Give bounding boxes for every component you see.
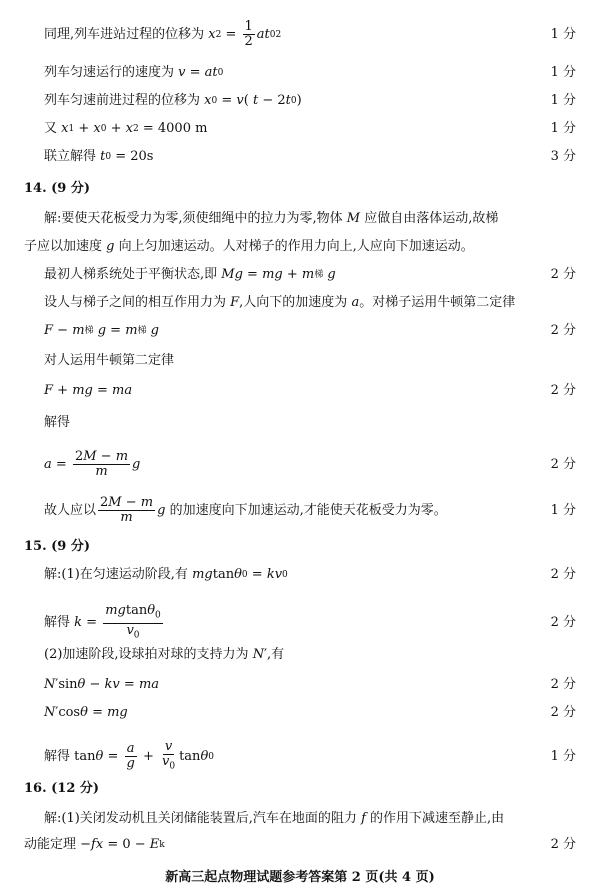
answer-line (44, 740, 576, 774)
line-points: 1 分 (550, 748, 576, 764)
line-text: 14. (9 分) (24, 181, 91, 196)
question-heading (24, 538, 576, 556)
line-points: 2 分 (550, 677, 576, 692)
line-points: 1 分 (550, 93, 576, 108)
line-text: 最初人梯系统处于平衡状态,即 Mg = mg + m 梯 g (44, 267, 336, 282)
line-text: F − m 梯 g = m 梯 g (44, 323, 159, 338)
answer-line (44, 266, 576, 284)
line-points: 1 分 (550, 26, 576, 42)
answer-line (44, 120, 576, 138)
line-points: 2 分 (550, 267, 576, 282)
answer-line (44, 646, 576, 664)
line-text: F + mg = ma (44, 383, 133, 398)
line-points: 2 分 (550, 383, 576, 398)
line-text: 解得 (44, 415, 71, 430)
line-points: 2 分 (550, 456, 576, 472)
answer-line (44, 704, 576, 722)
line-text: 16. (12 分) (24, 781, 100, 796)
line-text: 设人与梯子之间的相互作用力为 F ,人向下的加速度为 a 。对梯子运用牛顿第二定律 (44, 295, 516, 310)
answer-line (24, 238, 576, 256)
line-text: 又 x 1 + x 0 + x 2 = 4000 m (44, 121, 208, 136)
answer-line (44, 148, 576, 166)
line-text: 故人应以 $\frac{2M - m}{m}$ g 的加速度向下加速运动,才能使天花板受力为零。 (44, 495, 447, 525)
line-text: 同理,列车进站过程的位移为 x 2 = $\frac{1}{2}$ at 0 2 (44, 19, 282, 49)
line-text: 列车匀速运行的速度为 v = at 0 (44, 65, 224, 80)
question-heading (24, 780, 576, 798)
page-footer: 新高三起点物理试题参考答案第 2 页(共 4 页) (165, 870, 435, 885)
answer-line (44, 210, 576, 228)
line-text: 15. (9 分) (24, 539, 91, 554)
line-points: 3 分 (550, 149, 576, 164)
answer-line (44, 450, 576, 479)
line-points: 2 分 (550, 567, 576, 582)
line-text: 解:(1)在匀速运动阶段,有 mg tan θ 0 = kv 0 (44, 567, 288, 582)
answer-line (44, 496, 576, 525)
answer-line (44, 92, 576, 110)
line-text: 解得 tan θ = $\frac{a}{g}$ + $\frac{v}{v_0}$ tan θ 0 (44, 739, 214, 772)
answer-line (44, 20, 576, 49)
line-text: N ′sin θ − kv = ma (44, 677, 160, 692)
line-text: 对人运用牛顿第二定律 (44, 353, 175, 368)
line-points: 1 分 (550, 65, 576, 80)
question-heading (24, 180, 576, 198)
line-text: 解:(1)关闭发动机且关闭储能装置后,汽车在地面的阻力 f 的作用下减速至静止,由 (44, 811, 505, 826)
answer-line (44, 676, 576, 694)
answer-line (44, 604, 576, 642)
answer-line (44, 294, 576, 312)
line-points: 2 分 (550, 705, 576, 720)
line-text: 解:要使天花板受力为零,须使细绳中的拉力为零,物体 M 应做自由落体运动,故梯 (44, 211, 499, 226)
line-text: 联立解得 t 0 = 20s (44, 149, 154, 164)
answer-line (44, 352, 576, 370)
answer-line (44, 322, 576, 340)
line-text: N ′cos θ = mg (44, 705, 128, 720)
line-points: 1 分 (550, 121, 576, 136)
answer-line (24, 836, 576, 854)
answer-line (44, 566, 576, 584)
line-text: 解得 k = $\frac{mgtan\theta_0}{v_0}$ (44, 603, 161, 641)
line-text: 子应以加速度 g 向上匀加速运动。人对梯子的作用力向上,人应向下加速运动。 (24, 239, 474, 254)
answer-line (44, 382, 576, 400)
line-points: 2 分 (550, 837, 576, 852)
answer-line (44, 64, 576, 82)
line-points: 2 分 (550, 615, 576, 631)
line-text: (2)加速阶段,设球拍对球的支持力为 N ′,有 (44, 647, 285, 662)
answer-line (44, 810, 576, 828)
line-text: a = $\frac{2M - m}{m}$ g (44, 449, 141, 479)
line-text: 列车匀速前进过程的位移为 x 0 = v ( t − 2 t 0 ) (44, 93, 302, 108)
line-points: 2 分 (550, 323, 576, 338)
line-points: 1 分 (550, 502, 576, 518)
answer-line (44, 414, 576, 432)
line-text: 动能定理 − fx = 0 − E k (24, 837, 165, 852)
